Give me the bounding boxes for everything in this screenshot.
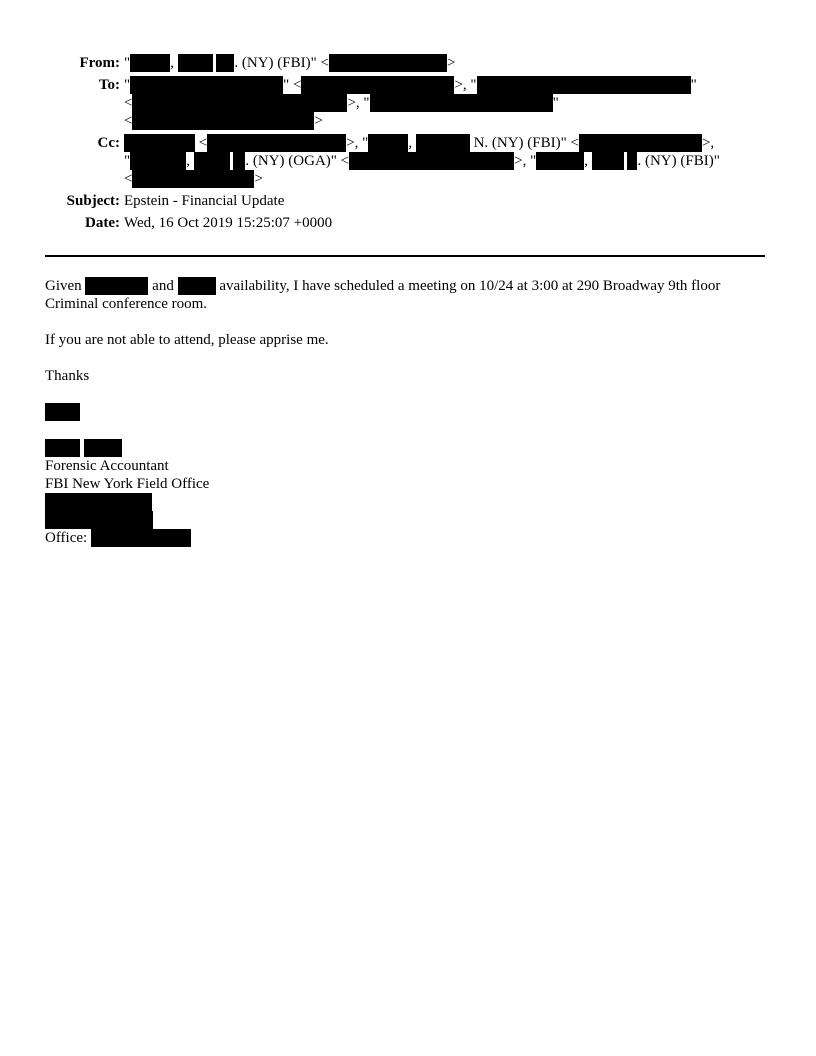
header-divider <box>45 255 765 257</box>
subject-label: Subject: <box>66 193 120 209</box>
redaction <box>45 403 80 421</box>
to-text: " <box>552 95 559 111</box>
redaction <box>216 54 234 72</box>
redaction <box>207 134 346 152</box>
redaction <box>416 134 470 152</box>
redaction <box>592 152 624 170</box>
redaction <box>329 54 447 72</box>
redaction <box>85 277 148 295</box>
from-suffix: . (NY) (FBI)" < <box>234 55 329 71</box>
redaction <box>627 152 637 170</box>
redaction <box>579 134 702 152</box>
to-label: To: <box>98 77 120 93</box>
body-text: and <box>152 278 174 294</box>
redaction <box>301 76 454 94</box>
to-line-3 <box>124 112 323 130</box>
cc-text: < <box>198 135 208 151</box>
cc-text: >, <box>701 135 715 151</box>
from-comma: , <box>170 55 174 71</box>
redaction <box>45 493 152 511</box>
body-paragraph-1-line-2: Criminal conference room. <box>45 296 208 312</box>
body-text: availability, I have scheduled a meeting on 10/24 at 3:00 at 290 Broadway 9th floor <box>219 278 721 294</box>
redaction <box>124 134 195 152</box>
signature-title: Forensic Accountant <box>45 458 169 474</box>
cc-text: , <box>408 135 413 151</box>
date-label: Date: <box>85 215 120 231</box>
cc-text: >, " <box>346 135 369 151</box>
cc-text: > <box>254 171 263 187</box>
to-text: < <box>124 95 133 111</box>
redaction <box>130 54 170 72</box>
to-line-1 <box>124 76 697 94</box>
cc-line-1 <box>124 134 714 152</box>
to-text: >, " <box>454 77 477 93</box>
cc-text: , <box>584 153 588 169</box>
cc-text: >, " <box>514 153 537 169</box>
cc-text: < <box>124 171 133 187</box>
to-text: " <box>690 77 697 93</box>
signature-phone <box>45 529 191 547</box>
cc-text: . (NY) (FBI)" <box>637 153 720 169</box>
redaction <box>233 152 245 170</box>
redaction <box>178 54 213 72</box>
redaction <box>368 134 408 152</box>
phone-label: Office: <box>45 530 88 546</box>
from-value <box>124 54 455 72</box>
cc-text: . (NY) (OGA)" < <box>245 153 350 169</box>
body-paragraph-1-line-1 <box>45 277 720 295</box>
cc-line-3 <box>124 170 263 188</box>
redaction <box>45 511 153 529</box>
redaction <box>477 76 691 94</box>
cc-text: N. (NY) (FBI)" < <box>473 135 579 151</box>
cc-line-2 <box>124 152 720 170</box>
date-value: Wed, 16 Oct 2019 15:25:07 +0000 <box>124 215 333 231</box>
redaction <box>370 94 553 112</box>
to-text: " <box>124 77 131 93</box>
redaction <box>132 170 254 188</box>
redaction <box>349 152 514 170</box>
body-text: Given <box>45 278 82 294</box>
from-label: From: <box>79 55 120 71</box>
to-text: > <box>314 113 323 129</box>
redaction <box>130 152 186 170</box>
signature-office: FBI New York Field Office <box>45 476 210 492</box>
redaction <box>130 76 283 94</box>
redaction <box>132 112 314 130</box>
body-paragraph-3: Thanks <box>45 368 90 384</box>
to-line-2 <box>124 94 559 112</box>
redaction <box>194 152 230 170</box>
to-text: " < <box>283 77 302 93</box>
body-paragraph-2: If you are not able to attend, please apprise me. <box>45 332 329 348</box>
from-quote: " <box>124 55 131 71</box>
to-text: < <box>124 113 133 129</box>
redaction <box>91 529 191 547</box>
to-text: >, " <box>347 95 370 111</box>
redaction <box>84 439 122 457</box>
from-close: > <box>446 55 456 71</box>
redaction <box>536 152 584 170</box>
redaction <box>132 94 347 112</box>
redaction <box>45 439 80 457</box>
cc-text: " <box>124 153 131 169</box>
cc-label: Cc: <box>97 135 120 151</box>
redaction <box>178 277 216 295</box>
subject-value: Epstein - Financial Update <box>124 193 285 209</box>
cc-text: , <box>186 153 190 169</box>
